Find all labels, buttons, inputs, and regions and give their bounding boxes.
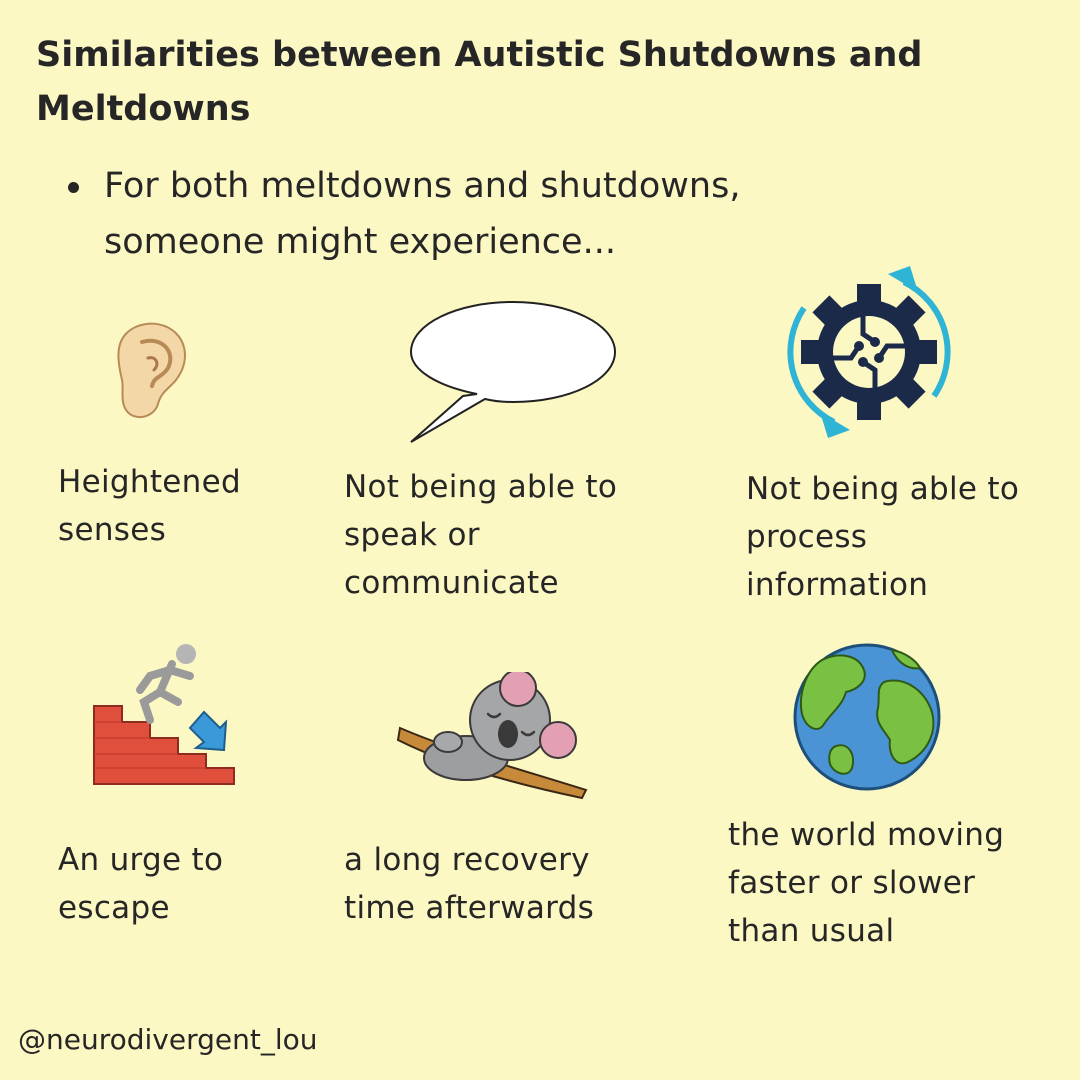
intro-text bbox=[104, 158, 1004, 270]
gear-cycle-icon bbox=[776, 262, 962, 442]
caption-heightened-senses bbox=[58, 458, 318, 554]
caption-line: An urge to bbox=[58, 842, 224, 878]
caption-line: senses bbox=[58, 512, 167, 548]
caption-urge-to-escape bbox=[58, 836, 318, 932]
caption-unable-to-process bbox=[746, 465, 1076, 609]
page-title: Similarities between Autistic Shutdowns and Meltdowns bbox=[36, 35, 923, 129]
caption-line: time afterwards bbox=[344, 890, 595, 926]
caption-line: faster or slower bbox=[728, 865, 976, 901]
escape-stairs-icon bbox=[92, 640, 238, 786]
intro-line-1: For both meltdowns and shutdowns, bbox=[104, 166, 741, 206]
sleeping-koala-icon bbox=[396, 672, 592, 800]
caption-line: process bbox=[746, 519, 868, 555]
caption-line: the world moving bbox=[728, 817, 1005, 853]
caption-line: than usual bbox=[728, 913, 895, 949]
caption-long-recovery bbox=[344, 836, 684, 932]
caption-line: escape bbox=[58, 890, 170, 926]
caption-world-moving bbox=[728, 811, 1068, 955]
caption-unable-to-speak bbox=[344, 463, 684, 607]
caption-line: speak or bbox=[344, 517, 480, 553]
bullet-dot bbox=[68, 182, 79, 193]
caption-line: Heightened bbox=[58, 464, 241, 500]
speech-bubble-icon bbox=[405, 298, 621, 446]
intro-line-2: someone might experience... bbox=[104, 222, 616, 262]
caption-line: information bbox=[746, 567, 929, 603]
caption-line: Not being able to bbox=[746, 471, 1020, 507]
caption-line: Not being able to bbox=[344, 469, 618, 505]
globe-icon bbox=[792, 642, 942, 792]
author-handle: @neurodivergent_lou bbox=[18, 1023, 318, 1056]
ear-icon bbox=[108, 318, 198, 422]
caption-line: communicate bbox=[344, 565, 559, 601]
caption-line: a long recovery bbox=[344, 842, 590, 878]
